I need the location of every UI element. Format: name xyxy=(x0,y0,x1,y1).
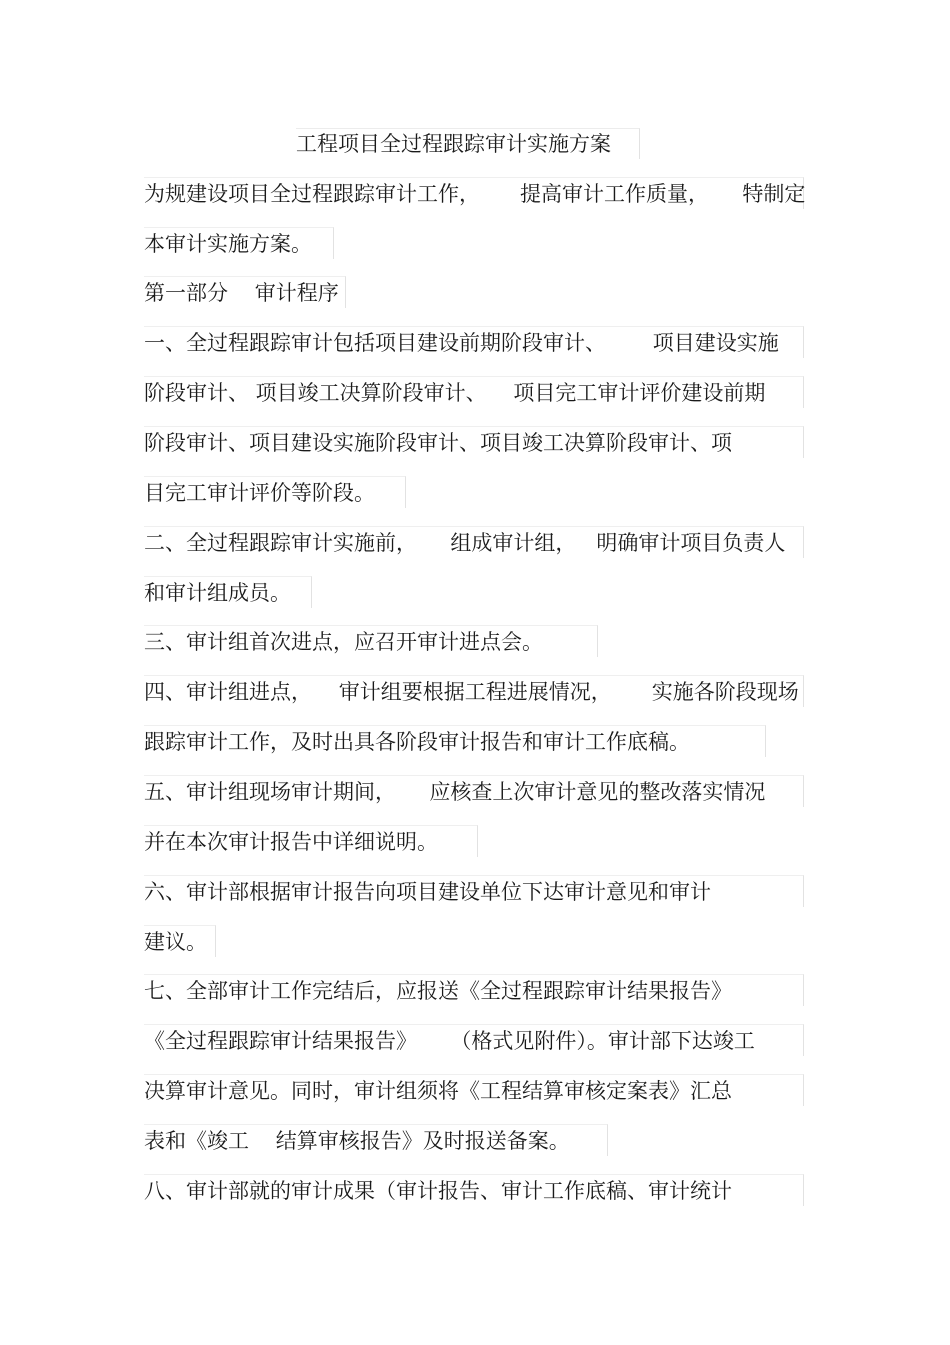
paragraph-line: 八、审计部就的审计成果（审计报告、审计工作底稿、审计统计 xyxy=(144,1174,804,1206)
paragraph-line: 六、审计部根据审计报告向项目建设单位下达审计意见和审计 xyxy=(144,875,804,907)
paragraph-line: 并在本次审计报告中详细说明。 xyxy=(144,825,478,857)
paragraph-line: 《全过程跟踪审计结果报告》 （格式见附件）。审计部下达竣工 xyxy=(144,1024,804,1056)
paragraph-line: 一、全过程跟踪审计包括项目建设前期阶段审计、 项目建设实施 xyxy=(144,326,804,358)
paragraph-line: 阶段审计、项目建设实施阶段审计、项目竣工决算阶段审计、项 xyxy=(144,426,804,458)
paragraph-line: 本审计实施方案。 xyxy=(144,227,334,259)
paragraph-line: 三、审计组首次进点，应召开审计进点会。 xyxy=(144,625,598,657)
paragraph-line: 阶段审计、 项目竣工决算阶段审计、 项目完工审计评价建设前期 xyxy=(144,376,804,408)
document-title: 工程项目全过程跟踪审计实施方案 xyxy=(296,128,640,159)
section-heading: 第一部分 审计程序 xyxy=(144,276,346,308)
paragraph-line: 表和《竣工 结算审核报告》及时报送备案。 xyxy=(144,1124,608,1156)
paragraph-line: 和审计组成员。 xyxy=(144,576,312,608)
paragraph-line: 二、全过程跟踪审计实施前， 组成审计组， 明确审计项目负责人 xyxy=(144,526,804,558)
paragraph-line: 四、审计组进点， 审计组要根据工程进展情况， 实施各阶段现场 xyxy=(144,675,804,707)
paragraph-line: 目完工审计评价等阶段。 xyxy=(144,476,406,508)
paragraph-line: 为规建设项目全过程跟踪审计工作， 提高审计工作质量， 特制定 xyxy=(144,177,804,209)
paragraph-line: 决算审计意见。同时，审计组须将《工程结算审核定案表》汇总 xyxy=(144,1074,804,1106)
paragraph-line: 七、全部审计工作完结后，应报送《全过程跟踪审计结果报告》 xyxy=(144,974,804,1006)
paragraph-line: 建议。 xyxy=(144,925,216,957)
paragraph-line: 五、审计组现场审计期间， 应核查上次审计意见的整改落实情况 xyxy=(144,775,804,807)
paragraph-line: 跟踪审计工作，及时出具各阶段审计报告和审计工作底稿。 xyxy=(144,725,766,757)
